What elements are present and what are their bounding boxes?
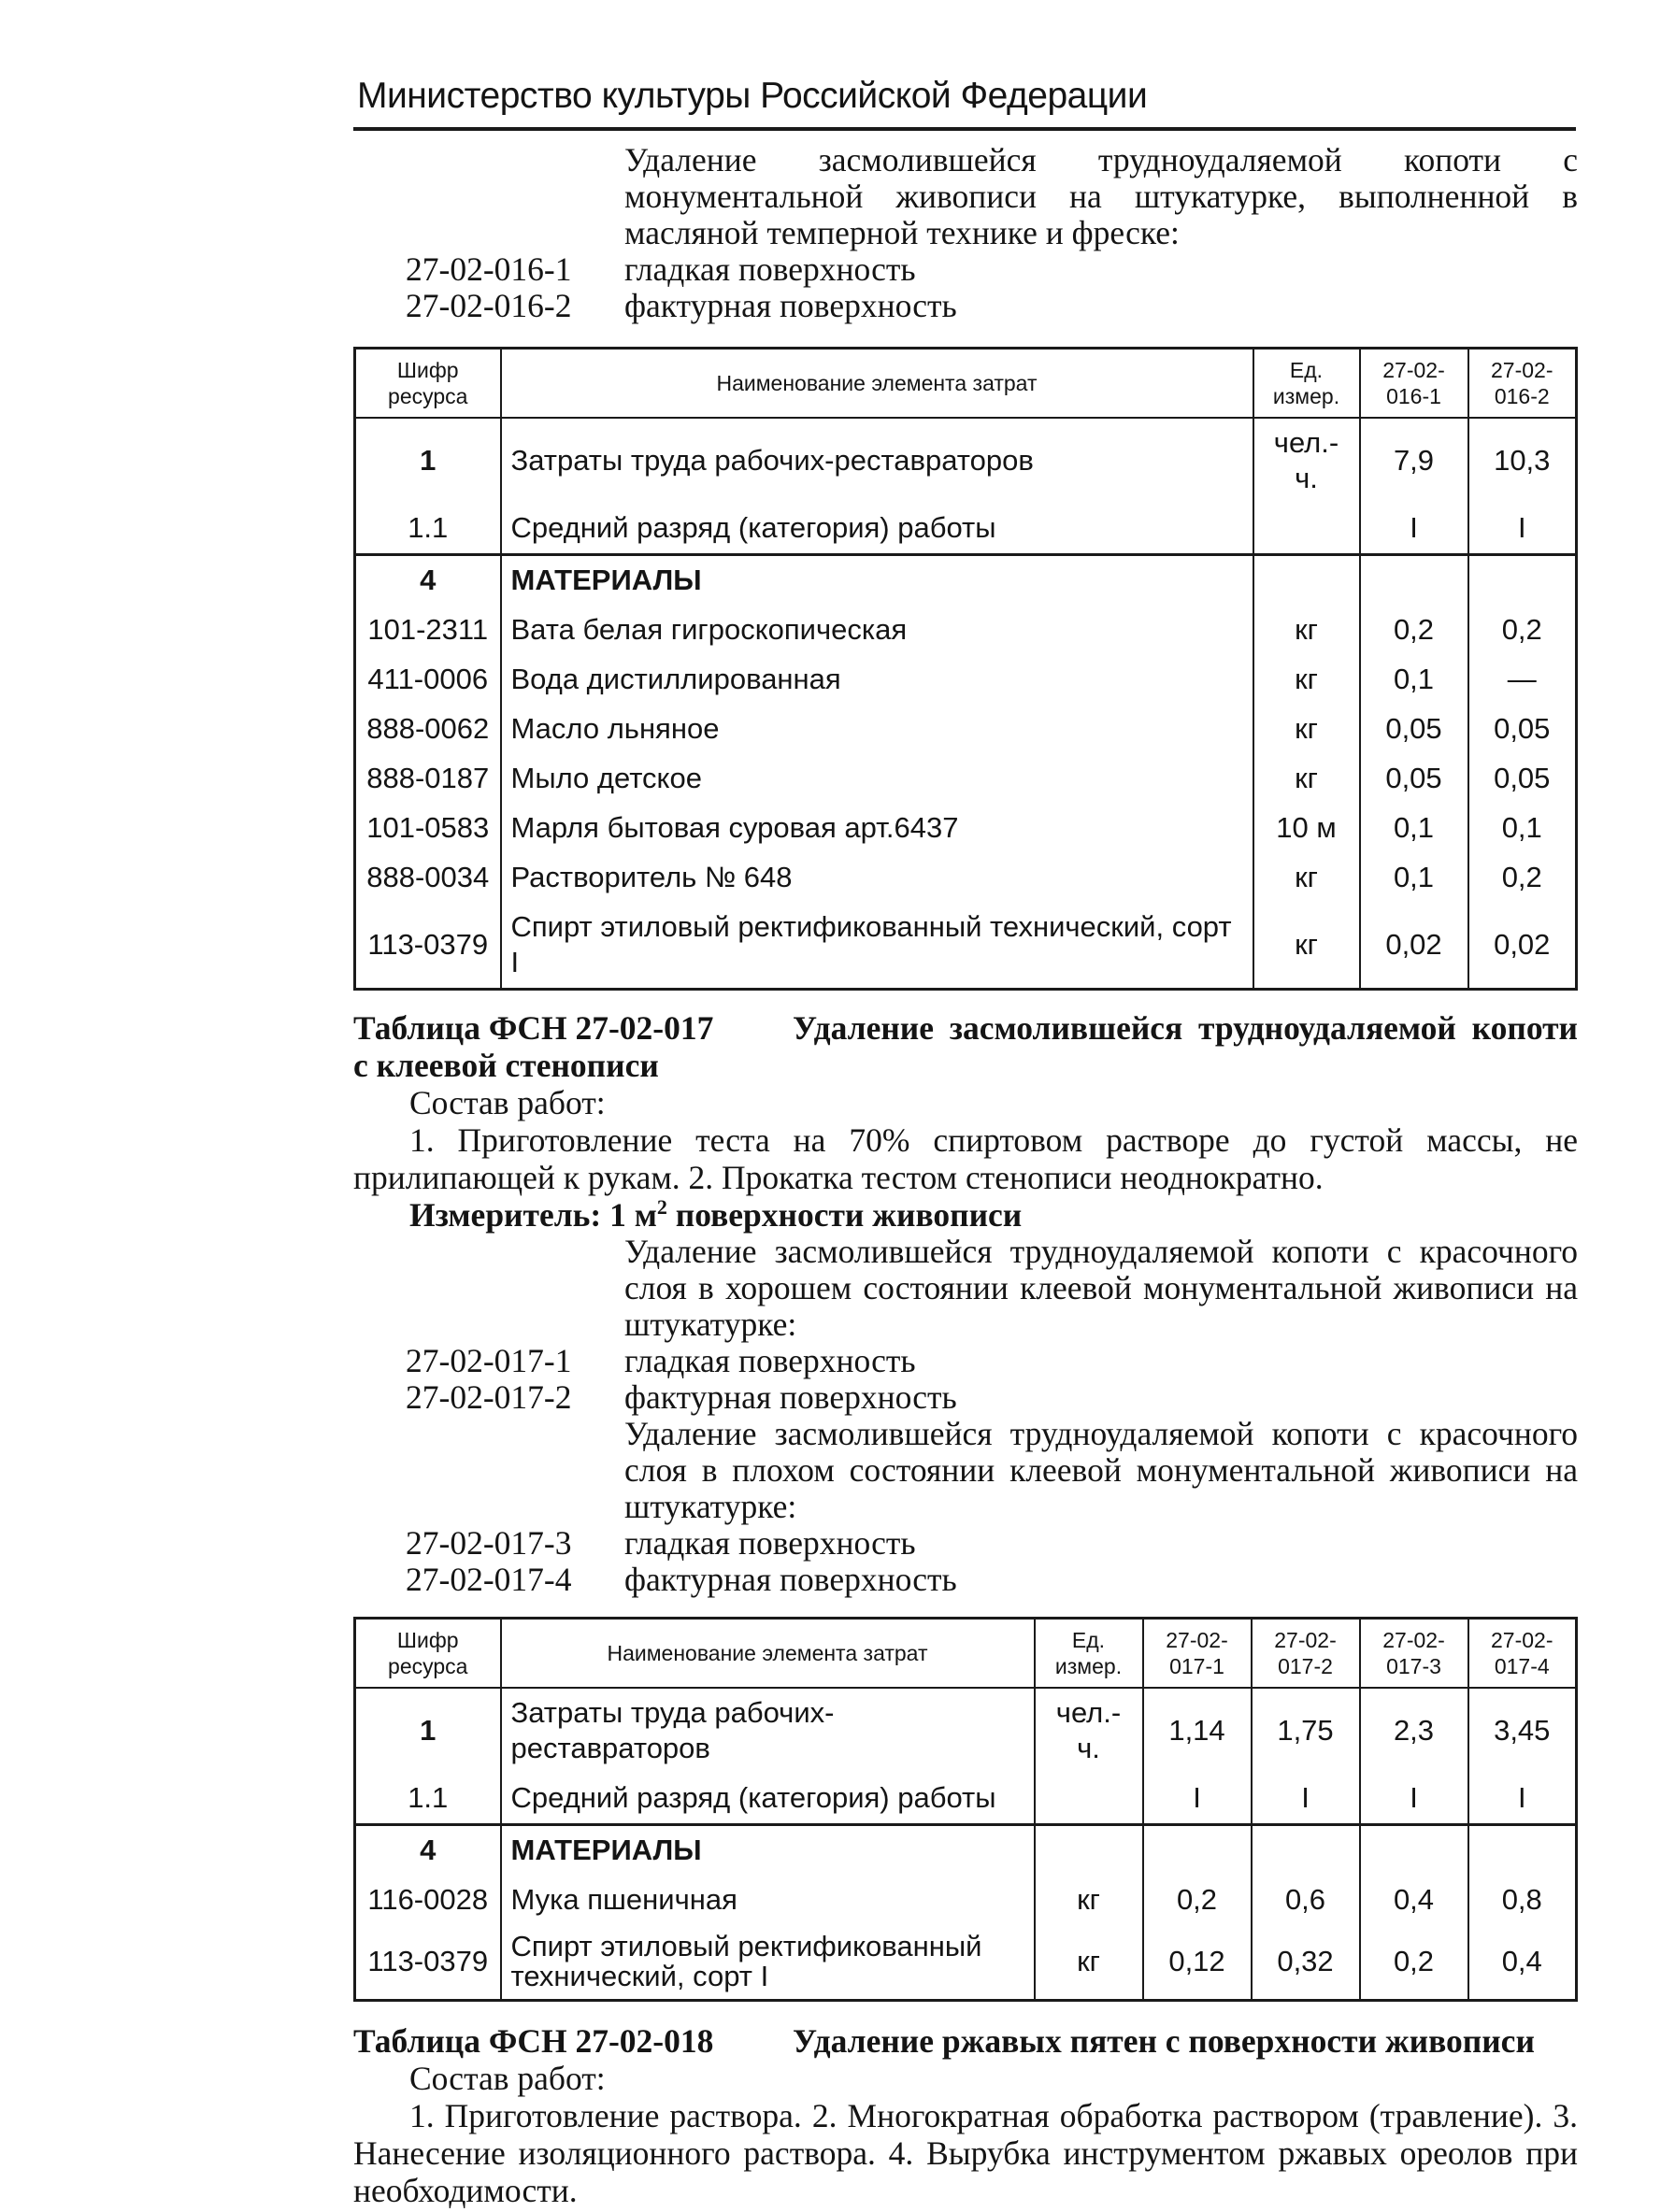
variant-row [353, 1525, 1578, 1562]
variant-text: фактурная поверхность [624, 287, 957, 324]
cell-code: 888-0034 [355, 853, 501, 903]
cell-empty [1468, 1825, 1577, 1877]
cell-value: 0,2 [1360, 606, 1468, 655]
cell-value: 1,14 [1143, 1688, 1252, 1774]
work-label: Состав работ: [409, 2060, 606, 2097]
cell-value: 0,2 [1468, 853, 1577, 903]
table-caption: Удаление ржавых пятен с поверхности живописи [793, 2022, 1535, 2060]
document-page [353, 0, 1578, 2209]
cell-name: Мука пшеничная [501, 1876, 1035, 1925]
cell-value: 0,2 [1360, 1925, 1468, 2001]
col-header-variant: 27-02-017-1 [1143, 1619, 1252, 1689]
cell-unit: чел.-ч. [1253, 418, 1360, 504]
cell-name: Вода дистиллированная [501, 655, 1253, 705]
table-row [355, 1925, 1577, 2001]
cell-value: 1,75 [1252, 1688, 1360, 1774]
variant-row [353, 1379, 1578, 1416]
table-number: Таблица ФСН 27-02-017 [353, 1009, 714, 1047]
cell-unit: кг [1035, 1925, 1143, 2001]
work-text: 1. Приготовление раствора. 2. Многократная обработка раствором (травление). 3. Нанесение изоляционного раствора. 4. Вырубка инструментом ржавых ореолов при необходимости. [353, 2097, 1578, 2209]
cell-unit: кг [1253, 754, 1360, 804]
cell-code: 4 [355, 1825, 501, 1877]
meter-line [353, 1196, 1578, 1234]
cell-value: I [1252, 1774, 1360, 1825]
cell-name: Растворитель № 648 [501, 853, 1253, 903]
cell-value: 0,05 [1468, 754, 1577, 804]
cell-empty [1035, 1825, 1143, 1877]
table-row [355, 804, 1577, 853]
col-header-variant: 27-02-017-3 [1360, 1619, 1468, 1689]
running-header: Министерство культуры Российской Федерации [357, 76, 1148, 116]
cell-value: 0,02 [1360, 903, 1468, 990]
cell-unit: кг [1253, 903, 1360, 990]
cell-unit: кг [1253, 655, 1360, 705]
variant-code: 27-02-017-2 [406, 1378, 572, 1416]
variant-text: гладкая поверхность [624, 250, 916, 288]
cell-code: 1 [355, 1688, 501, 1774]
variant-code: 27-02-016-2 [406, 287, 572, 324]
variant-text: гладкая поверхность [624, 1524, 916, 1562]
cell-code: 113-0379 [355, 903, 501, 990]
col-header-code: Шифр ресурса [355, 1619, 501, 1689]
table-row [355, 418, 1577, 504]
cell-value: 0,1 [1360, 853, 1468, 903]
cell-unit [1035, 1774, 1143, 1825]
table-number: Таблица ФСН 27-02-018 [353, 2022, 714, 2060]
work-text: 1. Приготовление теста на 70% спиртовом растворе до густой массы, не прилипающей к рукам. 2. Прокатка тестом стенописи неоднократно. [353, 1121, 1578, 1196]
cell-unit: кг [1035, 1876, 1143, 1925]
cell-name: Затраты труда рабочих-реставраторов [501, 418, 1253, 504]
table-row [355, 1774, 1577, 1825]
cell-code: 101-2311 [355, 606, 501, 655]
table-header-row [355, 349, 1577, 419]
table-row [355, 853, 1577, 903]
cell-empty [1253, 555, 1360, 607]
section2-intro-a: Удаление засмолившейся трудноудаляемой копоти с красочного слоя в хорошем состоянии клеевой монументальной живописи на штукатурке: [624, 1233, 1578, 1343]
cell-value: I [1360, 504, 1468, 555]
cell-value: 0,1 [1360, 804, 1468, 853]
variant-text: гладкая поверхность [624, 1342, 916, 1379]
cell-unit: чел.-ч. [1035, 1688, 1143, 1774]
cell-value: 0,1 [1360, 655, 1468, 705]
col-header-code: Шифр ресурса [355, 349, 501, 419]
cell-value: I [1468, 1774, 1577, 1825]
cell-unit [1253, 504, 1360, 555]
work-label: Состав работ: [409, 1084, 606, 1121]
cell-value: 7,9 [1360, 418, 1468, 504]
cell-name: Спирт этиловый ректификованный технический, сорт I [501, 1925, 1035, 2001]
table-header-row [355, 1619, 1577, 1689]
cell-value: 0,4 [1468, 1925, 1577, 2001]
table-row [355, 1876, 1577, 1925]
cell-name: Марля бытовая суровая арт.6437 [501, 804, 1253, 853]
section-label: МАТЕРИАЛЫ [501, 555, 1253, 607]
cell-unit: 10 м [1253, 804, 1360, 853]
cell-value: I [1143, 1774, 1252, 1825]
cell-value: 3,45 [1468, 1688, 1577, 1774]
cell-value: 0,32 [1252, 1925, 1360, 2001]
cell-code: 411-0006 [355, 655, 501, 705]
table-row [355, 555, 1577, 607]
cell-name: Спирт этиловый ректификованный технический, сорт I [501, 903, 1253, 990]
cell-name: Средний разряд (категория) работы [501, 504, 1253, 555]
meter-rest: поверхности живописи [666, 1196, 1023, 1234]
variant-text: фактурная поверхность [624, 1561, 957, 1598]
norm-table-017 [353, 1617, 1578, 2002]
cell-value: I [1360, 1774, 1468, 1825]
variant-row [353, 1343, 1578, 1379]
variant-row [353, 288, 1578, 324]
block1-intro: Удаление засмолившейся трудноудаляемой копоти с монументальной живописи на штукатурке, выполненной в масляной темперной технике и фреске: [624, 141, 1578, 251]
variant-code: 27-02-017-1 [406, 1342, 572, 1379]
col-header-name: Наименование элемента затрат [501, 349, 1253, 419]
table-title-018 [353, 2022, 1578, 2060]
cell-empty [1252, 1825, 1360, 1877]
cell-empty [1360, 1825, 1468, 1877]
cell-unit: кг [1253, 606, 1360, 655]
cell-value: 0,2 [1143, 1876, 1252, 1925]
table-title-017 [353, 1009, 1578, 1084]
cell-value: 0,6 [1252, 1876, 1360, 1925]
cell-value: — [1468, 655, 1577, 705]
cell-value: 0,05 [1360, 705, 1468, 754]
col-header-variant: 27-02-017-4 [1468, 1619, 1577, 1689]
cell-unit: кг [1253, 705, 1360, 754]
cell-name: Вата белая гигроскопическая [501, 606, 1253, 655]
table-caption: Удаление засмолившейся трудноудаляемой копоти с клеевой стенописи [353, 1009, 1578, 1084]
col-header-variant: 27-02-016-1 [1360, 349, 1468, 419]
cell-empty [1360, 555, 1468, 607]
cell-code: 4 [355, 555, 501, 607]
cell-code: 1.1 [355, 504, 501, 555]
cell-value: 0,8 [1468, 1876, 1577, 1925]
table-row [355, 705, 1577, 754]
cell-empty [1468, 555, 1577, 607]
variant-code: 27-02-017-3 [406, 1524, 572, 1562]
variant-row [353, 1562, 1578, 1598]
meter-label: Измеритель: 1 м [409, 1196, 657, 1234]
variant-code: 27-02-017-4 [406, 1561, 572, 1598]
norm-table-016 [353, 347, 1578, 991]
cell-unit: кг [1253, 853, 1360, 903]
variant-code: 27-02-016-1 [406, 250, 572, 288]
cell-value: 0,12 [1143, 1925, 1252, 2001]
cell-name: Средний разряд (категория) работы [501, 1774, 1035, 1825]
col-header-unit: Ед. измер. [1253, 349, 1360, 419]
cell-value: 0,4 [1360, 1876, 1468, 1925]
cell-value: I [1468, 504, 1577, 555]
cell-empty [1143, 1825, 1252, 1877]
cell-code: 113-0379 [355, 1925, 501, 2001]
cell-code: 1 [355, 418, 501, 504]
col-header-name: Наименование элемента затрат [501, 1619, 1035, 1689]
cell-value: 0,02 [1468, 903, 1577, 990]
cell-code: 888-0062 [355, 705, 501, 754]
cell-code: 1.1 [355, 1774, 501, 1825]
block1-variants [353, 251, 1578, 324]
variant-row [353, 251, 1578, 288]
cell-code: 101-0583 [355, 804, 501, 853]
section-label: МАТЕРИАЛЫ [501, 1825, 1035, 1877]
table-row [355, 655, 1577, 705]
cell-value: 0,1 [1468, 804, 1577, 853]
table-row [355, 1688, 1577, 1774]
table-row [355, 903, 1577, 990]
header-rule [353, 127, 1576, 131]
table-row [355, 606, 1577, 655]
table-row [355, 754, 1577, 804]
col-header-unit: Ед. измер. [1035, 1619, 1143, 1689]
cell-code: 888-0187 [355, 754, 501, 804]
col-header-variant: 27-02-017-2 [1252, 1619, 1360, 1689]
cell-value: 0,05 [1360, 754, 1468, 804]
cell-value: 0,2 [1468, 606, 1577, 655]
cell-name: Затраты труда рабочих-реставраторов [501, 1688, 1035, 1774]
meter-sup: 2 [656, 1195, 667, 1220]
cell-value: 10,3 [1468, 418, 1577, 504]
cell-name: Мыло детское [501, 754, 1253, 804]
table-row [355, 1825, 1577, 1877]
cell-value: 2,3 [1360, 1688, 1468, 1774]
cell-name: Масло льняное [501, 705, 1253, 754]
table-row [355, 504, 1577, 555]
cell-code: 116-0028 [355, 1876, 501, 1925]
col-header-variant: 27-02-016-2 [1468, 349, 1577, 419]
variant-text: фактурная поверхность [624, 1378, 957, 1416]
section2-intro-b: Удаление засмолившейся трудноудаляемой копоти с красочного слоя в плохом состоянии клеевой монументальной живописи на штукатурке: [624, 1415, 1578, 1525]
cell-value: 0,05 [1468, 705, 1577, 754]
